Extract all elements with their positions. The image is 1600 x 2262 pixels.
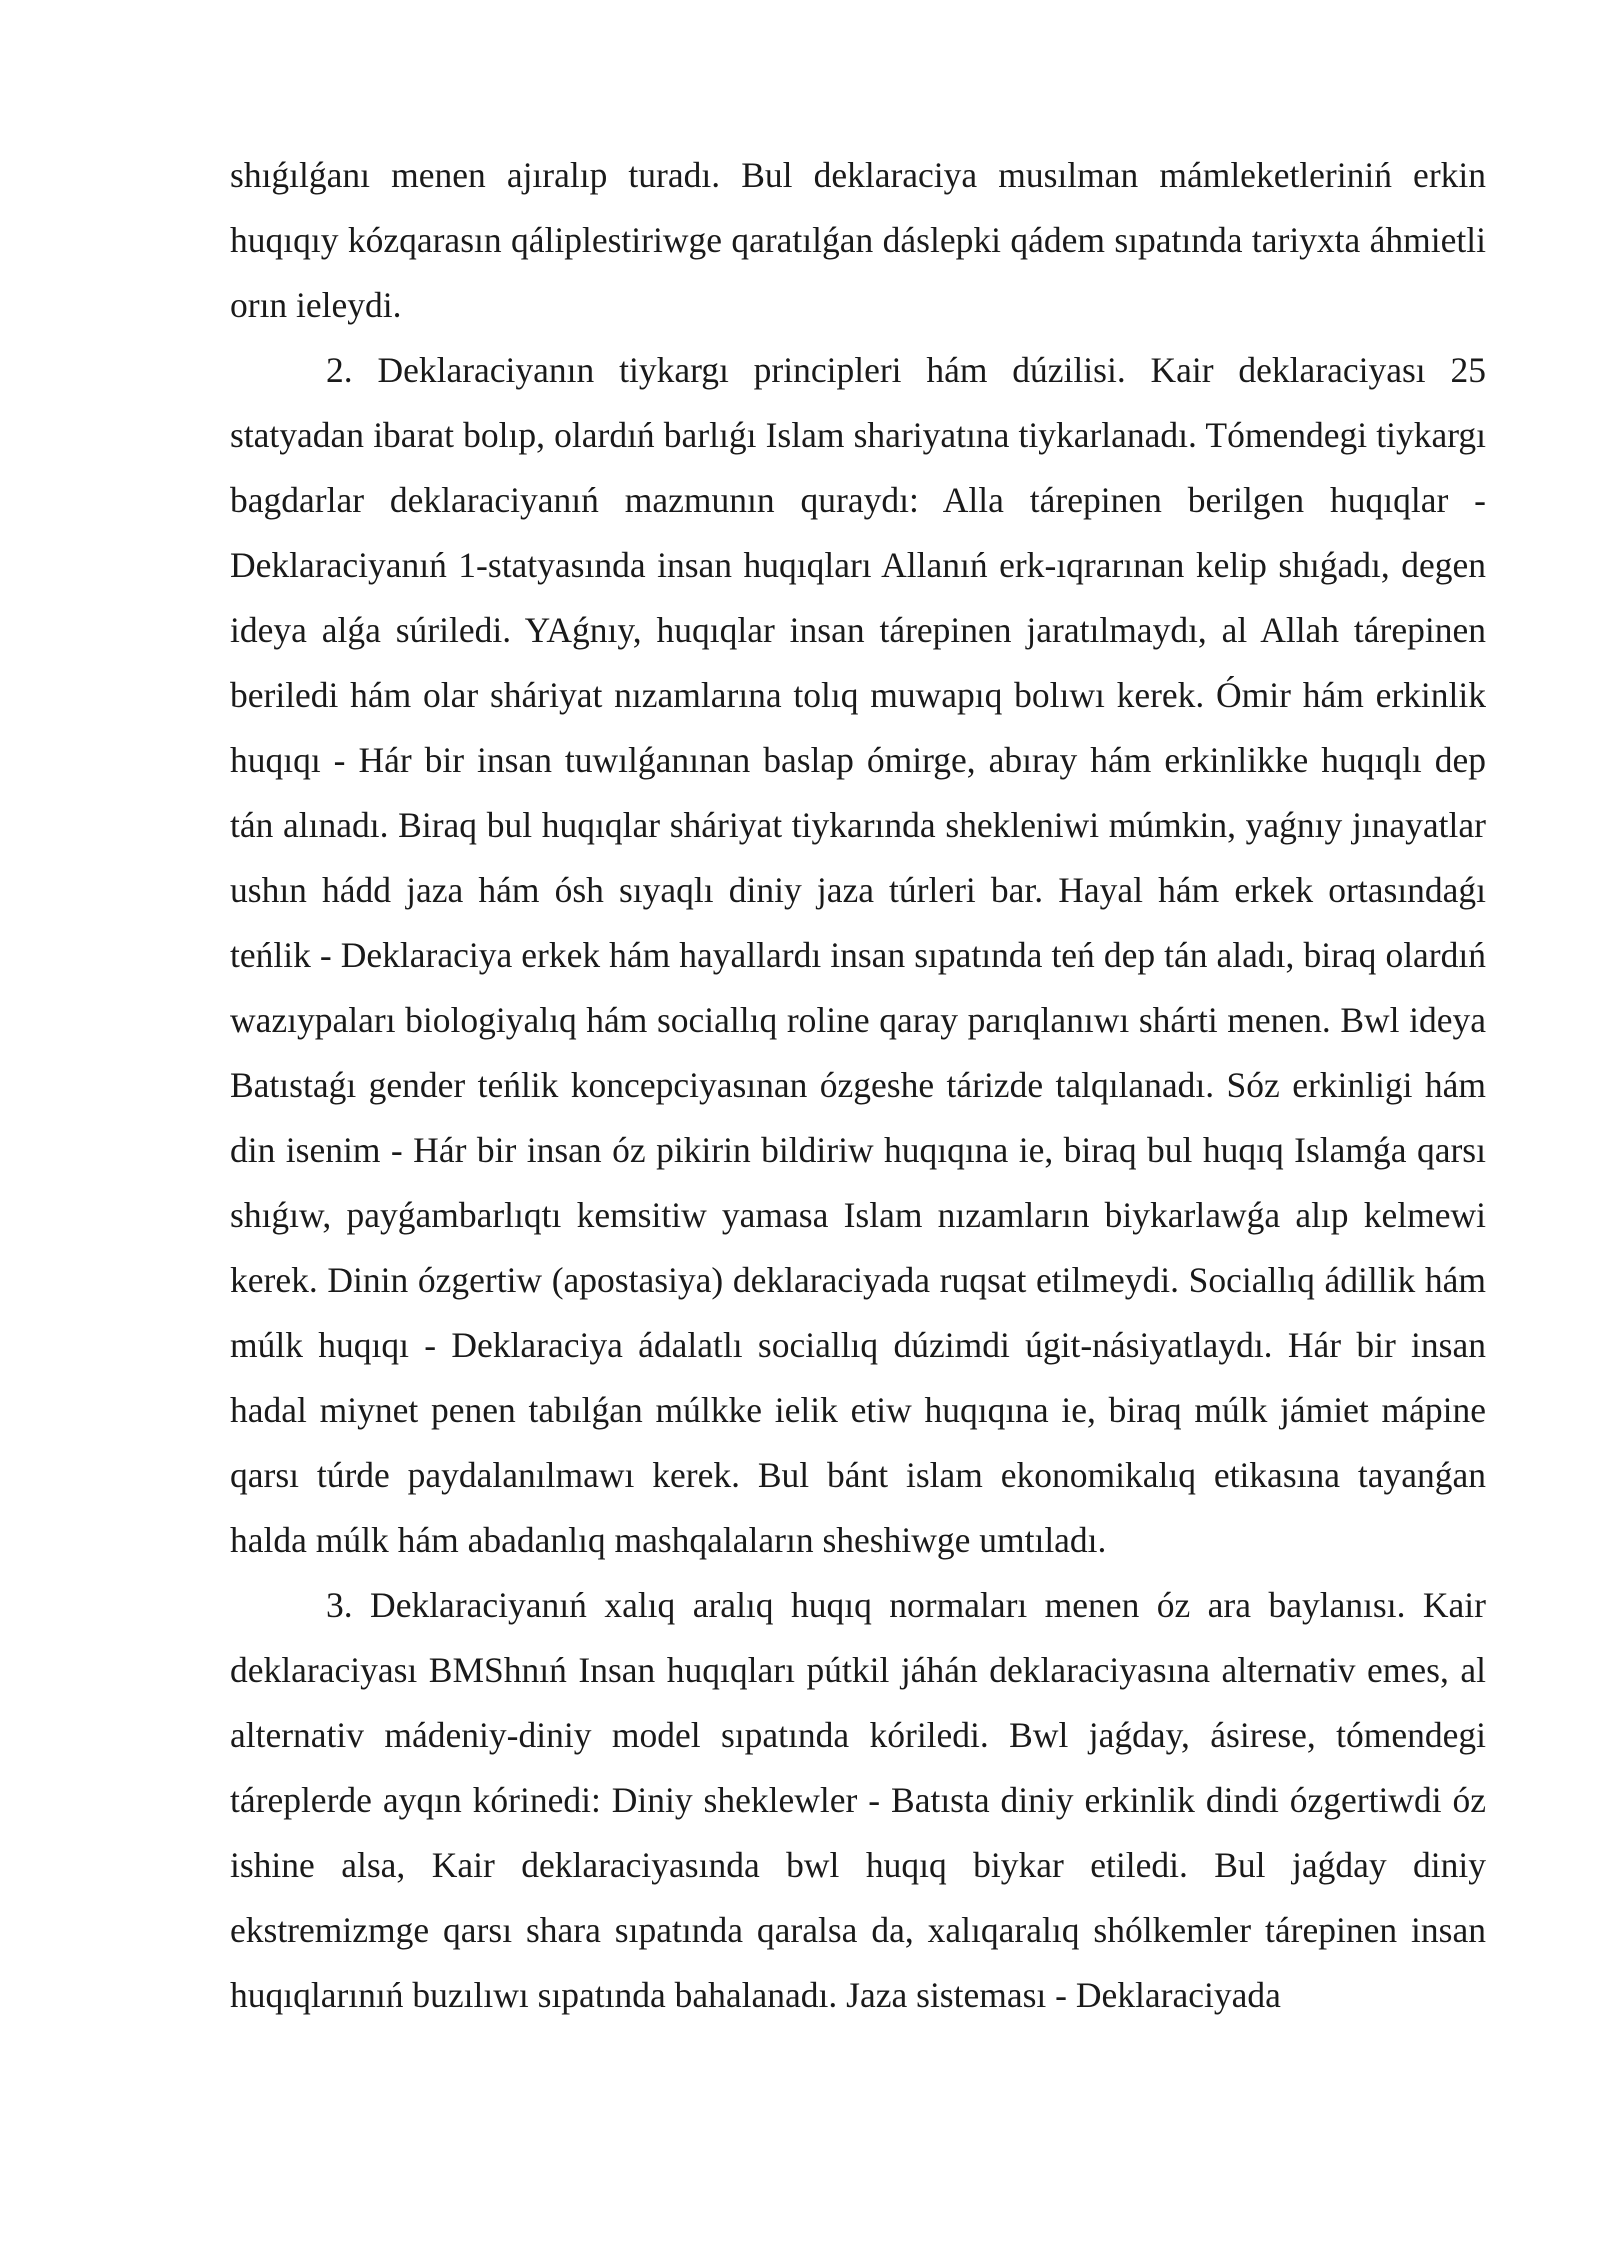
paragraph-1: shıǵılǵanı menen ajıralıp turadı. Bul deklaraciya musılman mámleketleriniń erkin huqıqıy kózqarasın qáliplestiriwge qaratılǵan dáslepki qádem sıpatında tariyxta áhmietli orın ieleydi. <box>230 155 1486 325</box>
paragraph-2: 2. Deklaraciyanın tiykargı principleri hám dúzilisi. Kair deklaraciyası 25 statyadan ibarat bolıp, olardıń barlıǵı Islam shariyatına tiykarlanadı. Tómendegi tiykargı bagdarlar deklaraciyanıń mazmunın quraydı: Alla tárepinen berilgen huqıqlar - Deklaraciyanıń 1-statyasında insan huqıqları Allanıń erk-ıqrarınan kelip shıǵadı, degen ideya alǵa súriledi. YAǵnıy, huqıqlar insan tárepinen jaratılmaydı, al Allah tárepinen beriledi hám olar sháriyat nızamlarına tolıq muwapıq bolıwı kerek. Ómir hám erkinlik huqıqı - Hár bir insan tuwılǵanınan baslap ómirge, abıray hám erkinlikke huqıqlı dep tán alınadı. Biraq bul huqıqlar sháriyat tiykarında shekleniwi múmkin, yaǵnıy jınayatlar ushın hádd jaza hám ósh sıyaqlı diniy jaza túrleri bar. Hayal hám erkek ortasındaǵı teńlik - Deklaraciya erkek hám hayallardı insan sıpatında teń dep tán aladı, biraq olardıń wazıypaları biologiyalıq hám sociallıq roline qaray parıqlanıwı shárti menen. Bwl ideya Batıstaǵı gender teńlik koncepciyasınan ózgeshe tárizde talqılanadı. Sóz erkinligi hám din isenim - Hár bir insan óz pikirin bildiriw huqıqına ie, biraq bul huqıq Islamǵa qarsı shıǵıw, payǵambarlıqtı kemsitiw yamasa Islam nızamların biykarlawǵa alıp kelmewi kerek. Dinin ózgertiw (apostasiya) deklaraciyada ruqsat etilmeydi. Sociallıq ádillik hám múlk huqıqı - Deklaraciya ádalatlı sociallıq dúzimdi úgit-násiyatlaydı. Hár bir insan hadal miynet penen tabılǵan múlkke ielik etiw huqıqına ie, biraq múlk jámiet mápine qarsı túrde paydalanılmawı kerek. Bul bánt islam ekonomikalıq etikasına tayanǵan halda múlk hám abadanlıq mashqalaların sheshiwge umtıladı. <box>230 350 1486 1560</box>
paragraph-3: 3. Deklaraciyanıń xalıq aralıq huqıq normaları menen óz ara baylanısı. Kair deklaraciyası BMShnıń Insan huqıqları pútkil jáhán deklaraciyasına alternativ emes, al alternativ mádeniy-diniy model sıpatında kóriledi. Bwl jaǵday, ásirese, tómendegi táreplerde ayqın kórinedi: Diniy sheklewler - Batısta diniy erkinlik dindi ózgertiwdi óz ishine alsa, Kair deklaraciyasında bwl huqıq biykar etiledi. Bul jaǵday diniy ekstremizmge qarsı shara sıpatında qaralsa da, xalıqaralıq shólkemler tárepinen insan huqıqlarınıń buzılıwı sıpatında bahalanadı. Jaza sisteması - Deklaraciyada <box>230 1585 1486 2015</box>
body-text <box>230 143 1486 2028</box>
